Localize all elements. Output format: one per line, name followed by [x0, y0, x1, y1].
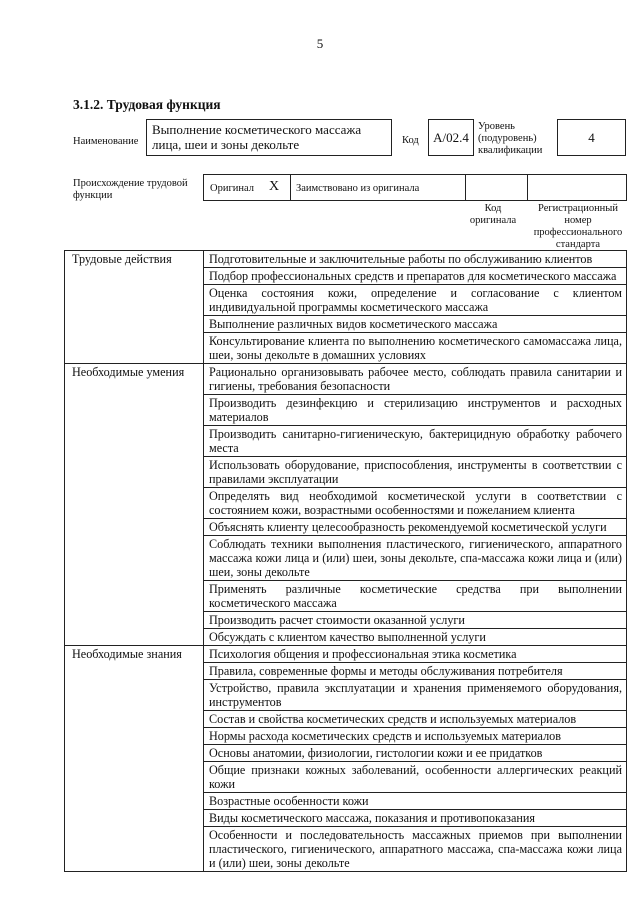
- section-item: Использовать оборудование, приспособления, инструменты в соответствии с правилами эксплуатации: [204, 457, 627, 488]
- section-item: Подготовительные и заключительные работы по обслуживанию клиентов: [204, 251, 627, 268]
- section-item: Производить расчет стоимости оказанной услуги: [204, 612, 627, 629]
- level-value: 4: [588, 129, 595, 145]
- section-item: Применять различные косметические средства при выполнении косметического массажа: [204, 581, 627, 612]
- section-item: Подбор профессиональных средств и препаратов для косметического массажа: [204, 268, 627, 285]
- section-category: Трудовые действия: [65, 251, 204, 364]
- section-item: Рационально организовывать рабочее место, соблюдать правила санитарии и гигиены, требования безопасности: [204, 364, 627, 395]
- code-original-label: Код оригинала: [469, 203, 517, 226]
- section-item: Соблюдать техники выполнения пластического, гигиенического, аппаратного массажа кожи лица и (или) шеи, зоны декольте, спа-массажа кожи лица и (или) шеи, зоны декольте: [204, 536, 627, 581]
- page-number: 5: [316, 36, 324, 51]
- section-item: Состав и свойства косметических средств и используемых материалов: [204, 711, 627, 728]
- table-row: [65, 251, 627, 268]
- origin-borrowed-cell: [291, 175, 466, 200]
- section-category: Необходимые умения: [65, 364, 204, 646]
- borrowed-label: Заимствовано из оригинала: [296, 183, 420, 194]
- original-label: Оригинал: [210, 183, 254, 194]
- section-item: Производить дезинфекцию и стерилизацию инструментов и расходных материалов: [204, 395, 627, 426]
- origin-label: Происхождение трудовой функции: [73, 178, 188, 201]
- section-title: 3.1.2. Трудовая функция: [73, 97, 221, 112]
- section-item: Определять вид необходимой косметической услуги в соответствии с состоянием кожи, возрастными особенностями и пожеланием клиента: [204, 488, 627, 519]
- section-item: Правила, современные формы и методы обслуживания потребителя: [204, 663, 627, 680]
- reg-number-label: Регистрационный номер профессионального стандарта: [533, 203, 623, 250]
- function-name-box: [146, 119, 392, 156]
- function-table: [64, 250, 627, 872]
- function-name-value: Выполнение косметического массажа лица, шеи и зоны декольте: [152, 122, 362, 152]
- section-item: Общие признаки кожных заболеваний, особенности аллергических реакций кожи: [204, 762, 627, 793]
- code-label: Код: [402, 135, 419, 146]
- section-item: Обсуждать с клиентом качество выполненной услуги: [204, 629, 627, 646]
- section-category: Необходимые знания: [65, 646, 204, 872]
- code-value: A/02.4: [433, 129, 469, 145]
- section-item: Основы анатомии, физиологии, гистологии кожи и ее придатков: [204, 745, 627, 762]
- section-item: Устройство, правила эксплуатации и хранения применяемого оборудования, инструментов: [204, 680, 627, 711]
- original-mark: X: [269, 179, 280, 194]
- origin-original-cell: [204, 175, 291, 200]
- section-item: Объяснять клиенту целесообразность рекомендуемой косметической услуги: [204, 519, 627, 536]
- section-item: Психология общения и профессиональная этика косметика: [204, 646, 627, 663]
- section-item: Производить санитарно-гигиеническую, бактерицидную обработку рабочего места: [204, 426, 627, 457]
- code-box: [428, 119, 474, 156]
- name-label: Наименование: [73, 136, 139, 147]
- section-item: Возрастные особенности кожи: [204, 793, 627, 810]
- origin-code-cell: [466, 175, 528, 200]
- table-row: [65, 646, 627, 663]
- section-item: Выполнение различных видов косметического массажа: [204, 316, 627, 333]
- section-item: Нормы расхода косметических средств и используемых материалов: [204, 728, 627, 745]
- table-row: [65, 364, 627, 395]
- section-item: Особенности и последовательность массажных приемов при выполнении пластического, гигиенического, аппаратного массажа, спа-массажа кожи лица и (или) шеи, зоны декольте: [204, 827, 627, 872]
- section-item: Виды косметического массажа, показания и противопоказания: [204, 810, 627, 827]
- level-label: Уровень (подуровень) квалификации: [478, 121, 543, 156]
- section-item: Консультирование клиента по выполнению косметического самомассажа лица, шеи, зоны декольте в домашних условиях: [204, 333, 627, 364]
- section-item: Оценка состояния кожи, определение и согласование с клиентом индивидуальной программы косметического массажа: [204, 285, 627, 316]
- level-box: [557, 119, 626, 156]
- origin-box: [203, 174, 627, 201]
